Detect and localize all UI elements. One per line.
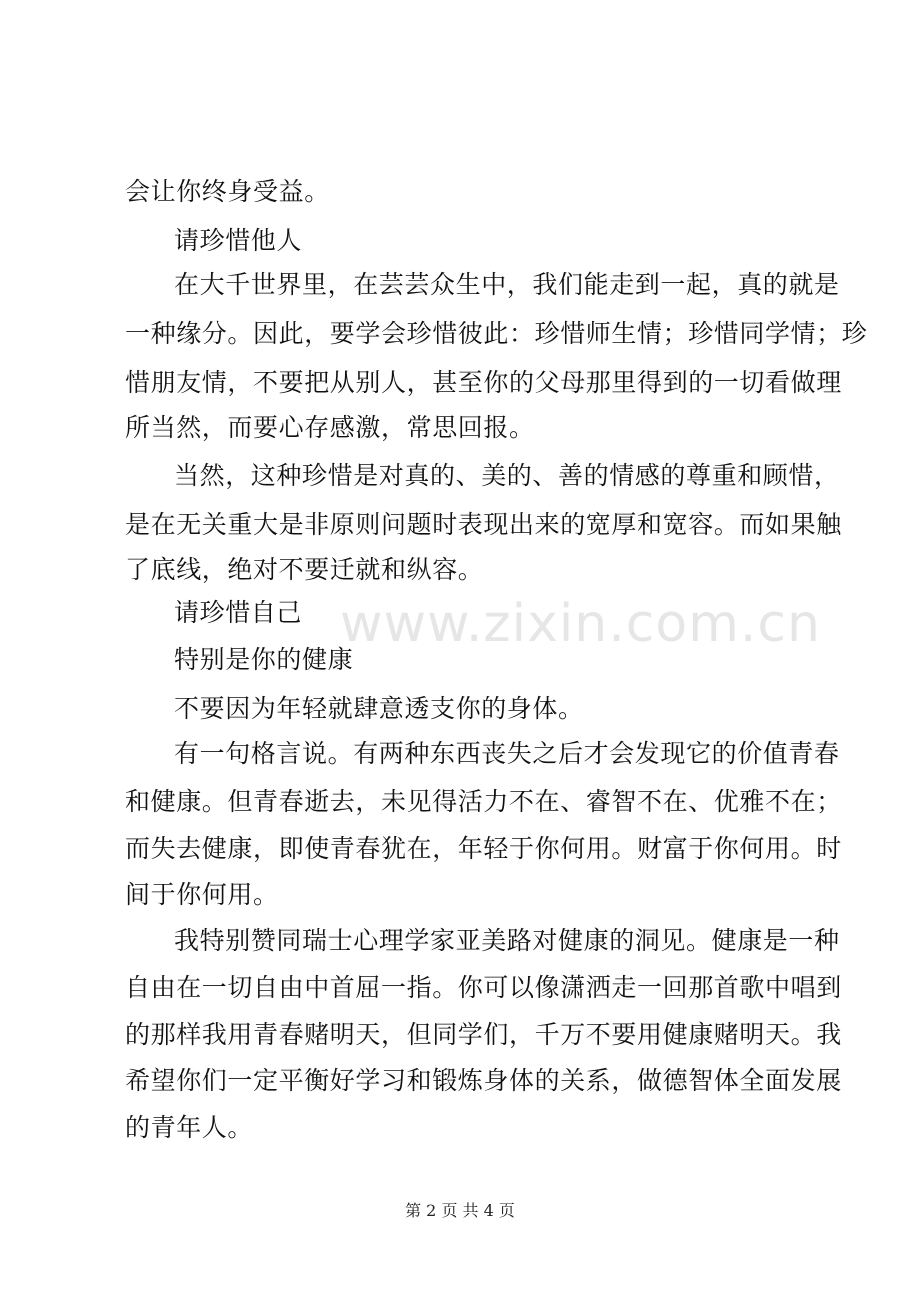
text-line: 是在无关重大是非原则问题时表现出来的宽厚和宽容。而如果触 <box>125 510 842 539</box>
text-line: 惜朋友情，不要把从别人，甚至你的父母那里得到的一切看做理 <box>125 368 842 397</box>
text-line: 当然，这种珍惜是对真的、美的、善的情感的尊重和顾惜， <box>174 461 840 490</box>
section-heading: 请珍惜自己 <box>174 598 303 627</box>
text-line: 所当然，而要心存感激，常思回报。 <box>125 413 535 442</box>
text-line: 我特别赞同瑞士心理学家亚美路对健康的洞见。健康是一种 <box>174 926 840 955</box>
text-line: 的青年人。 <box>125 1113 254 1142</box>
text-line: 间于你何用。 <box>125 880 279 909</box>
text-line: 有一句格言说。有两种东西丧失之后才会发现它的价值青春 <box>174 739 840 768</box>
text-line: 了底线，绝对不要迁就和纵容。 <box>125 555 484 584</box>
watermark: www.zixin.com.cn <box>340 594 821 654</box>
text-line: 特别是你的健康 <box>174 645 354 674</box>
section-heading: 请珍惜他人 <box>174 226 303 255</box>
text-line: 会让你终身受益。 <box>125 177 330 206</box>
text-line: 不要因为年轻就肆意透支你的身体。 <box>174 694 584 723</box>
text-line: 希望你们一定平衡好学习和锻炼身体的关系，做德智体全面发展 <box>125 1066 842 1095</box>
text-line: 的那样我用青春赌明天，但同学们，千万不要用健康赌明天。我 <box>125 1020 842 1049</box>
text-line: 自由在一切自由中首屈一指。你可以像潇洒走一回那首歌中唱到 <box>125 973 842 1002</box>
text-line: 而失去健康，即使青春犹在，年轻于你何用。财富于你何用。时 <box>125 834 842 863</box>
text-line: 和健康。但青春逝去，未见得活力不在、睿智不在、优雅不在； <box>125 787 842 816</box>
text-line: 一种缘分。因此，要学会珍惜彼此：珍惜师生情；珍惜同学情；珍 <box>125 319 868 348</box>
text-line: 在大千世界里，在芸芸众生中，我们能走到一起，真的就是 <box>174 270 840 299</box>
page-footer: 第 2 页 共 4 页 <box>405 1201 515 1220</box>
